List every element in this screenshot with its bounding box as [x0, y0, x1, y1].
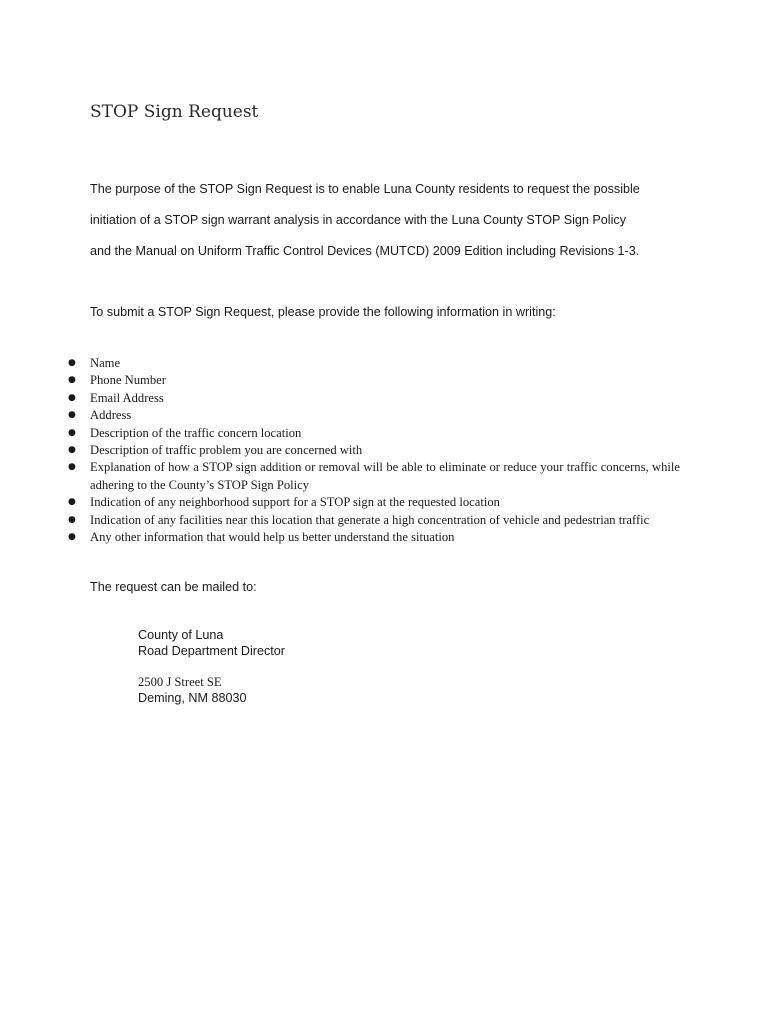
- list-item-support: [68, 494, 680, 511]
- list-item-location: [68, 425, 680, 442]
- bullet-icon: ●: [68, 514, 76, 525]
- bullet-icon: ●: [68, 358, 76, 368]
- list-item-text: Any other information that would help us better understand the situation: [90, 530, 455, 545]
- bullet-icon: ●: [68, 497, 76, 508]
- intro-paragraph: [90, 174, 690, 267]
- list-item-text: Explanation of how a STOP sign addition or removal will be able to eliminate or reduce your traffic concerns, while adhering to the County’s STOP Sign Policy: [90, 460, 680, 492]
- mailing-address: [138, 627, 285, 706]
- mailing-instruction: The request can be mailed to:: [90, 580, 257, 594]
- intro-line: The purpose of the STOP Sign Request is to enable Luna County residents to request the possible: [90, 182, 640, 196]
- list-item-text: Address: [90, 408, 132, 423]
- requested-info-list: [68, 355, 680, 546]
- list-item-text: Phone Number: [90, 373, 166, 388]
- list-item-text: Indication of any neighborhood support for a STOP sign at the requested location: [90, 495, 500, 510]
- address-attention: Road Department Director: [138, 644, 285, 658]
- list-item-address: [68, 407, 680, 424]
- bullet-icon: ●: [68, 375, 76, 386]
- list-item-text: Description of traffic problem you are concerned with: [90, 443, 363, 458]
- bullet-icon: ●: [68, 427, 76, 438]
- list-item-text: Description of the traffic concern location: [90, 425, 302, 440]
- bullet-icon: ●: [68, 392, 76, 403]
- intro-line: and the Manual on Uniform Traffic Control Devices (MUTCD) 2009 Edition including Revisions 1-3.: [90, 244, 640, 258]
- address-org: County of Luna: [138, 628, 224, 642]
- submit-instruction: To submit a STOP Sign Request, please provide the following information in writing:: [90, 305, 556, 319]
- list-item-explanation: [68, 459, 680, 494]
- list-item-text: Email Address: [90, 390, 164, 405]
- list-item-text: Name: [90, 356, 121, 370]
- intro-line: initiation of a STOP sign warrant analysis in accordance with the Luna County STOP Sign Policy: [90, 213, 626, 227]
- address-city: Deming, NM 88030: [138, 691, 247, 705]
- list-item-name: [68, 355, 680, 372]
- list-item-facilities: [68, 512, 680, 529]
- address-street: 2500 J Street SE: [138, 675, 222, 689]
- list-item-email: [68, 390, 680, 407]
- page-title: STOP Sign Request: [90, 102, 259, 122]
- list-item-text: Indication of any facilities near this location that generate a high concentration of vehicle and pedestrian traffic: [90, 512, 650, 527]
- bullet-icon: ●: [68, 532, 76, 543]
- bullet-icon: ●: [68, 445, 76, 456]
- bullet-icon: ●: [68, 462, 76, 473]
- list-item-problem: [68, 442, 680, 459]
- bullet-icon: ●: [68, 410, 76, 421]
- list-item-phone: [68, 372, 680, 389]
- list-item-other: [68, 529, 680, 546]
